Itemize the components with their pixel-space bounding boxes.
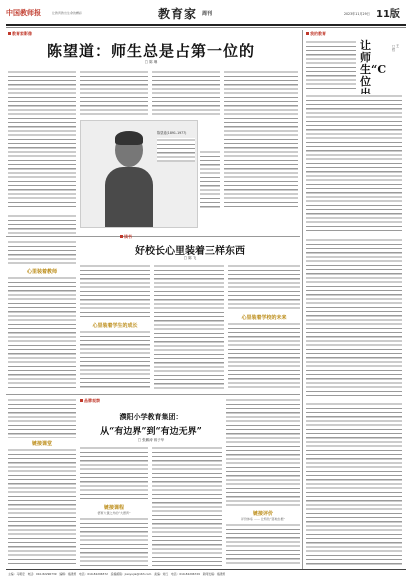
bottom-subhead-3-sub: 评价体系 —— 让特色“落地生根” [241,517,285,521]
portrait-hair [115,131,143,145]
bottom-title-line-1: 濮阳小学教育集团： [119,412,183,421]
sidebar-label-text: 我的教育 [310,31,326,36]
sidebar-column-2 [306,238,402,398]
footer-rule [6,569,406,570]
middle-subhead-2: 心里装着学生的成长 [92,323,138,329]
section-suffix: 周刊 [202,11,213,17]
bottom-column-4b [226,523,300,566]
top-label-text: 教育家影像 [12,31,32,36]
label-marker-icon-3 [80,399,83,402]
middle-column-4b [228,322,300,390]
page-number: 11版 [376,9,400,20]
portrait-figure [103,127,155,227]
issue-date: 2023年11月29日 [344,12,370,16]
sidebar-section-label [306,31,326,37]
sidebar-byline: □ 王 哲 [392,44,400,52]
bottom-subhead-2-sub: 德育大课之外的“大德育” [97,511,131,515]
middle-article-title: 好校长心里装着三样东西 [135,246,245,257]
top-article-column-1 [8,70,76,210]
bottom-subhead-1: 链接课堂 [31,441,52,447]
middle-column-2a [80,264,150,320]
top-article-title: 陈望道：师生总是占第一位的 [46,42,255,60]
paper-slogan: 让教育教出生命的精彩 [52,11,83,15]
footer-credits: 主编：马朝宏 电话：010-82296739 编辑：褚清源 电话：010-82296572 投稿邮箱：jiaoyujia@163.com 美编：刘红 电话：010-82296729 新闻发稿：褚清源 [8,572,226,576]
top-article-column-3 [152,70,220,118]
masthead-rule [6,24,406,26]
label-marker-icon-4 [306,32,309,35]
bottom-column-2a [80,446,148,502]
middle-top-rule [6,236,300,237]
middle-column-3 [154,264,224,390]
bottom-section-label [80,398,100,404]
bottom-column-3 [152,446,222,566]
middle-left-column-b [8,276,76,390]
label-marker-icon [8,32,11,35]
sidebar-column-1 [306,94,402,234]
photo-caption-lines [157,138,195,162]
photo-caption-text: 陈望道(1891-1977) [157,131,187,135]
middle-label-text: 读书 [124,234,132,239]
top-article-byline: □ 陈 琳 [144,60,158,64]
middle-section-label [120,234,132,240]
sidebar-title: 让师生“C位 [360,39,387,88]
bottom-title-line-2: 从“有边界”到“有边无界” [100,427,202,437]
middle-left-column-a [8,240,76,266]
portrait-photo [80,120,198,228]
top-section-label [8,31,32,37]
middle-article-byline: □ 陈 飞 [183,256,197,260]
middle-column-2b [80,330,150,390]
bottom-column-2b [80,517,148,566]
paper-name: 中国教师报 [6,8,41,17]
bottom-label-text: 品牌观察 [84,398,100,403]
top-article-column-5 [200,150,220,210]
bottom-left-column-b [8,448,76,566]
section-title: 教育家 [158,7,198,21]
bottom-column-4a [226,398,300,508]
middle-subhead-1-left: 心里装着教师 [26,269,57,275]
masthead [6,4,406,22]
sidebar-column-3 [306,402,402,566]
label-marker-icon-2 [120,235,123,238]
top-article-column-6 [8,214,76,236]
sidebar-divider [302,30,303,570]
middle-subhead-3: 心里装着学校的未来 [241,315,287,321]
bottom-article-byline: □ 张鹏涛 蒋子华 [137,438,165,442]
bottom-subhead-2: 链接课程 [103,505,124,511]
top-article-column-2a [80,70,148,118]
photo-caption [157,131,197,162]
sidebar-intro-column [306,40,356,90]
masthead-rule-thin [6,27,406,28]
middle-column-4a [228,264,300,312]
bottom-left-column-a [8,398,76,438]
bottom-top-rule [6,394,300,395]
top-article-column-4 [224,70,298,210]
portrait-body [105,167,153,227]
bottom-subhead-3: 链接评价 [252,511,273,517]
